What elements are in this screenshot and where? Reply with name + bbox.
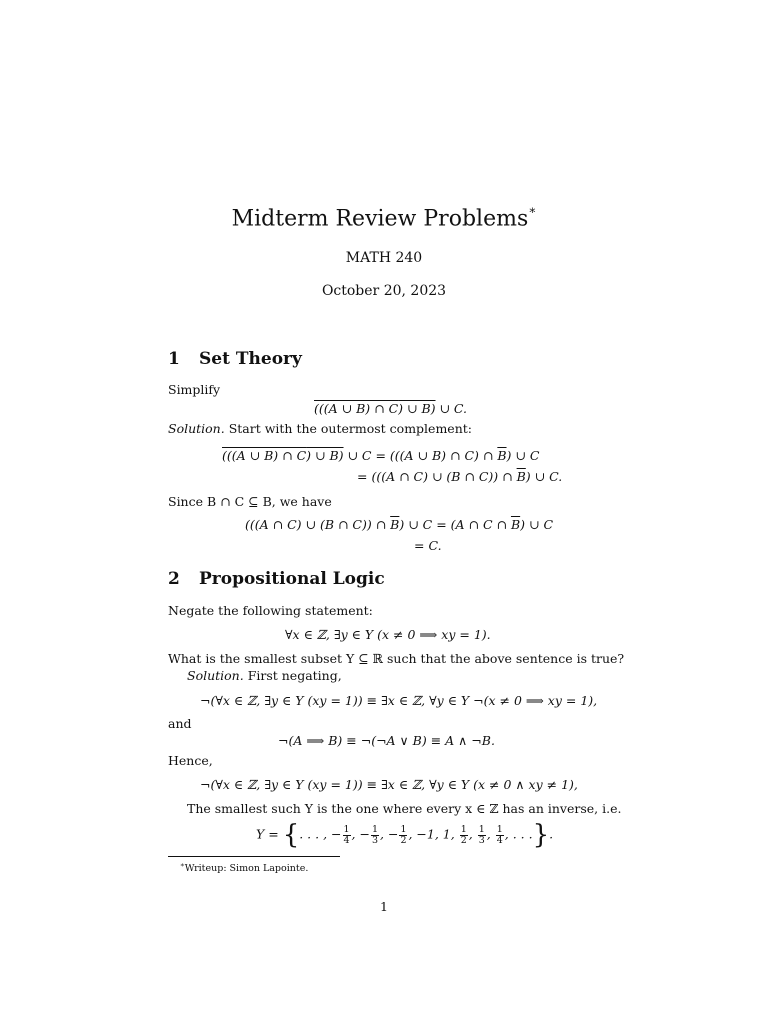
set-simplification-line-2: = C.	[414, 538, 442, 553]
section-number: 1	[168, 349, 180, 369]
logic-statement: ∀x ∈ ℤ, ∃y ∈ Y (x ≠ 0 ⟹ xy = 1).	[285, 627, 491, 642]
logic-solution-line	[187, 668, 342, 683]
section-number: 2	[168, 569, 180, 589]
smallest-set-text: The smallest such Y is the one where every x ∈ ℤ has an inverse, i.e.	[187, 801, 622, 816]
page-number: 1	[380, 899, 388, 914]
negation-equation-1: ¬(∀x ∈ ℤ, ∃y ∈ Y (xy = 1)) ≡ ∃x ∈ ℤ, ∀y ∈ Y ¬(x ≠ 0 ⟹ xy = 1),	[200, 693, 598, 708]
course-name: MATH 240	[345, 250, 423, 266]
hence-text: Hence,	[168, 753, 213, 768]
set-expression-to-simplify: (((A ∪ B) ∩ C) ∪ B) ∪ C.	[314, 401, 468, 416]
footnote	[180, 861, 308, 874]
section-title: Set Theory	[199, 349, 302, 369]
title-text: Midterm Review Problems	[231, 206, 529, 232]
footnote-text: Writeup: Simon Lapointe.	[184, 863, 309, 875]
set-y-definition: Y = {. . . , − $\frac{1}{4}$ , − $\frac{1}{3}$ , − $\frac{1}{2}$ , −1, 1, $\frac{1}{2}$ , $\frac{1}{3}$ , $\frac{1}{4}$ , . . .}.	[256, 820, 554, 850]
set-theory-since-text: Since B ∩ C ⊆ B, we have	[168, 494, 332, 509]
footnote-rule	[168, 856, 340, 857]
negation-equation-2: ¬(∀x ∈ ℤ, ∃y ∈ Y (xy = 1)) ≡ ∃x ∈ ℤ, ∀y ∈ Y (x ≠ 0 ∧ xy ≠ 1),	[200, 777, 578, 792]
section-heading-propositional-logic	[168, 569, 385, 589]
solution-label: Solution.	[168, 421, 225, 436]
set-theory-solution-line	[168, 421, 472, 436]
logic-question: What is the smallest subset Y ⊆ ℝ such that the above sentence is true?	[168, 651, 625, 666]
and-text: and	[168, 716, 192, 731]
set-simplification-line-1: (((A ∩ C) ∪ (B ∩ C)) ∩ $\overline{B}$) ∪ C = (A ∩ C ∩ $\overline{B}$) ∪ C	[245, 517, 554, 532]
set-derivation-line-2: = (((A ∩ C) ∪ (B ∩ C)) ∩ $\overline{B}$) ∪ C.	[357, 469, 563, 484]
section-title: Propositional Logic	[199, 569, 385, 589]
set-theory-intro: Simplify	[168, 382, 221, 397]
solution-text: First negating,	[247, 668, 342, 683]
logic-intro: Negate the following statement:	[168, 603, 373, 618]
set-derivation-line-1: (((A ∪ B) ∩ C) ∪ B) ∪ C = (((A ∪ B) ∩ C) ∩ $\overline{B}$) ∪ C	[222, 448, 540, 463]
solution-text: Start with the outermost complement:	[228, 421, 472, 436]
footnote-mark: ∗	[180, 861, 185, 869]
document-date: October 20, 2023	[321, 283, 447, 299]
section-heading-set-theory	[168, 349, 302, 369]
implication-equivalence: ¬(A ⟹ B) ≡ ¬(¬A ∨ B) ≡ A ∧ ¬B.	[278, 733, 495, 748]
page-title	[0, 203, 768, 232]
title-footnote-mark: ∗	[528, 203, 537, 217]
solution-label: Solution.	[187, 668, 244, 683]
